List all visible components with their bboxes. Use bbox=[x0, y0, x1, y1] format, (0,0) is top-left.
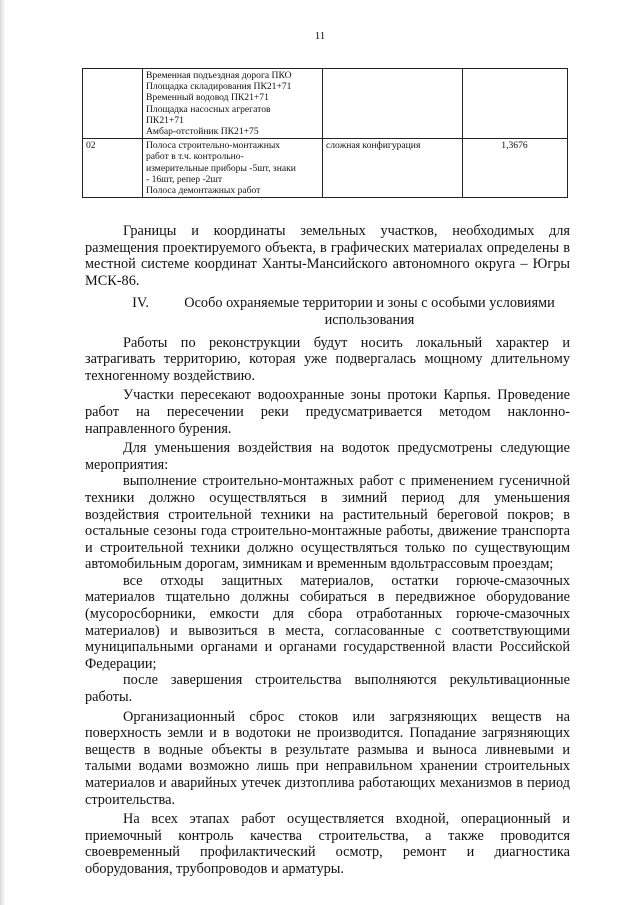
object-name-line: Площадка складирования ПК21+71 bbox=[146, 81, 292, 93]
body-paragraph: выполнение строительно-монтажных работ с применением гусеничной техники должно осуществляться в зимний период для уменьшения воздействия строительной техники на растительный береговой покров; в остальные сезоны года строительно-монтажные работы, движение транспорта и строительной техники должно осуществляться только по существующим автомобильным дорогам, зимникам и временным вдольтрассовым проездам; bbox=[85, 473, 570, 573]
page-number: 11 bbox=[314, 30, 326, 42]
body-paragraph: Для уменьшения воздействия на водоток предусмотрены следующие мероприятия: bbox=[85, 440, 570, 473]
table-row bbox=[83, 69, 568, 139]
object-name-line: Амбар-отстойник ПК21+75 bbox=[146, 126, 259, 138]
table-cell-area: 1,3676 bbox=[463, 139, 568, 198]
object-name-line: Временная подъездная дорога ПКО bbox=[146, 70, 292, 81]
document-body bbox=[85, 223, 570, 878]
body-paragraph: Организационный сброс стоков или загрязняющих веществ на поверхность земли и в водотоки не производится. Попадание загрязняющих веществ в водные объекты в результате размыва и выноса ливневыми и талыми водами возможно лишь при неправильном хранении строительных материалов и аварийных утечек дизтоплива работающих механизмов в период строительства. bbox=[85, 708, 570, 808]
object-name-line: работ в т.ч. контрольно- bbox=[146, 151, 244, 163]
object-name-line: Полоса строительно-монтажных bbox=[146, 140, 281, 152]
body-paragraph: На всех этапах работ осуществляется входной, операционный и приемочный контроль качества строительства, а также проводится своевременный профилактический осмотр, ремонт и диагностика оборудования, трубопроводов и арматуры. bbox=[85, 811, 570, 877]
section-heading bbox=[85, 295, 570, 328]
table-cell-number bbox=[83, 69, 143, 139]
body-paragraph: Работы по реконструкции будут носить локальный характер и затрагивать территорию, которая уже подвергалась мощному длительному техногенному воздействию. bbox=[85, 334, 570, 384]
body-paragraph: после завершения строительства выполняются рекультивационные работы. bbox=[85, 672, 570, 706]
body-paragraph: все отходы защитных материалов, остатки горюче-смазочных материалов тщательно должны собираться в передвижное оборудование (мусоросборники, емкости для сбора отработанных горюче-смазочных материалов) и вывозиться в места, согласованные с соответствующими муниципальными органами и органами государственной власти Российской Федерации; bbox=[85, 572, 570, 672]
table-cell-configuration bbox=[323, 69, 463, 139]
table-cell-configuration: сложная конфигурация bbox=[323, 139, 463, 198]
section-number: IV. bbox=[132, 295, 149, 312]
section-title: Особо охраняемые территории и зоны с особыми условиями использования bbox=[184, 295, 555, 328]
table-cell-object-names bbox=[143, 139, 323, 198]
object-name-line: ПК21+71 bbox=[146, 114, 184, 126]
table-row bbox=[83, 139, 568, 198]
land-plots-table bbox=[82, 68, 568, 198]
object-name-line: - 16шт, репер -2шт bbox=[146, 173, 223, 185]
scan-edge-shadow bbox=[0, 0, 6, 905]
object-name-line: Полоса демонтажных работ bbox=[146, 185, 261, 197]
body-paragraph: Участки пересекают водоохранные зоны протоки Карпья. Проведение работ на пересечении реки предусматривается методом наклонно-направленного бурения. bbox=[85, 387, 570, 437]
object-name-line: Площадка насосных агрегатов bbox=[146, 103, 271, 115]
table-cell-area bbox=[463, 69, 568, 139]
object-name-line: Временный водовод ПК21+71 bbox=[146, 92, 269, 104]
intro-paragraph: Границы и координаты земельных участков, необходимых для размещения проектируемого объекта, в графических материалах определены в местной системе координат Ханты-Мансийского автономного округа – Югры МСК-86. bbox=[85, 223, 570, 289]
table-cell-number: 02 bbox=[83, 139, 143, 198]
object-name-line: измерительные приборы -5шт, знаки bbox=[146, 162, 296, 174]
table-cell-object-names bbox=[143, 69, 323, 139]
